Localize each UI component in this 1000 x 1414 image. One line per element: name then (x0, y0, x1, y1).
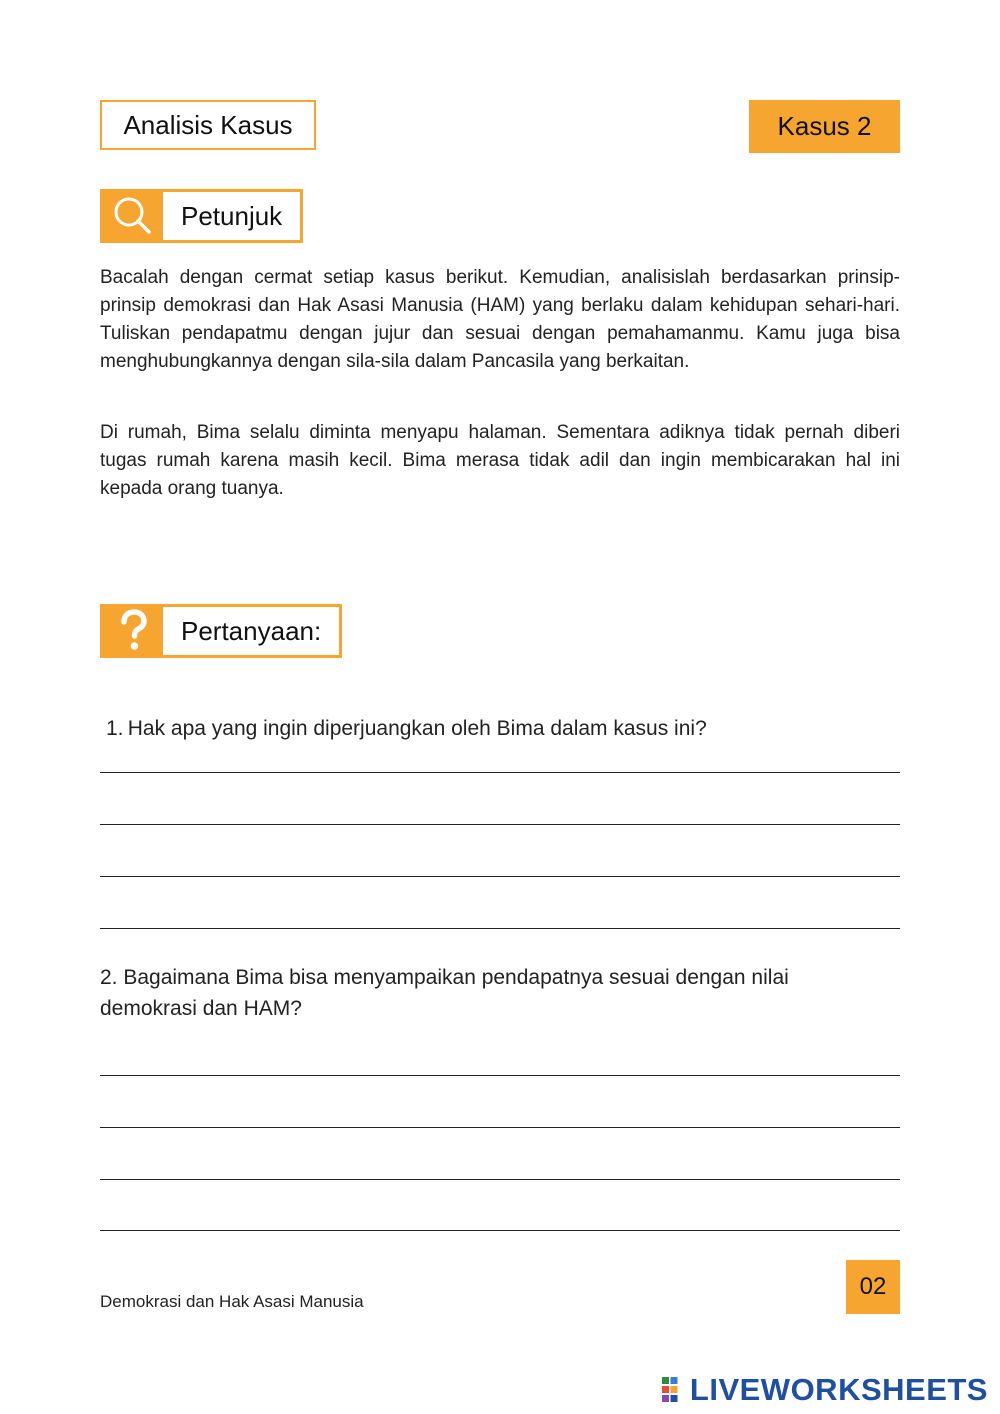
page-number: 02 (846, 1260, 900, 1314)
question-2: 2. Bagaimana Bima bisa menyampaikan pendapatnya sesuai dengan nilai demokrasi dan HAM? (100, 966, 789, 1020)
case-label: Kasus 2 (749, 100, 900, 153)
worksheet-title: Analisis Kasus (100, 100, 316, 150)
instructions-heading (100, 189, 303, 243)
question-1: 1. Hak apa yang ingin diperjuangkan oleh Bima dalam kasus ini? (106, 717, 707, 740)
liveworksheets-logo (662, 1372, 988, 1408)
answer-line-2-1[interactable] (100, 1075, 900, 1076)
liveworksheets-logo-icon (662, 1377, 686, 1403)
question-mark-icon (103, 607, 163, 655)
answer-line-2-3[interactable] (100, 1179, 900, 1180)
answer-line-2-2[interactable] (100, 1127, 900, 1128)
answer-line-1-2[interactable] (100, 824, 900, 825)
instructions-paragraph: Bacalah dengan cermat setiap kasus berikut. Kemudian, analisislah berdasarkan prinsip-prinsip demokrasi dan Hak Asasi Manusia (HAM) yang berlaku dalam kehidupan sehari-hari. Tuliskan pendapatmu dengan jujur dan sesuai dengan pemahamanmu. Kamu juga bisa menghubungkannya dengan sila-sila dalam Pancasila yang berkaitan. (100, 267, 900, 372)
answer-line-1-4[interactable] (100, 928, 900, 929)
liveworksheets-logo-text: LIVEWORKSHEETS (689, 1372, 988, 1407)
case-description: Di rumah, Bima selalu diminta menyapu halaman. Sementara adiknya tidak pernah diberi tugas rumah karena masih kecil. Bima merasa tidak adil dan ingin membicarakan hal ini kepada orang tuanya. (100, 422, 900, 499)
instructions-heading-label: Petunjuk (163, 192, 300, 240)
answer-line-1-3[interactable] (100, 876, 900, 877)
footer-subject: Demokrasi dan Hak Asasi Manusia (100, 1292, 364, 1311)
answer-line-2-4[interactable] (100, 1230, 900, 1231)
answer-line-1-1[interactable] (100, 772, 900, 773)
questions-heading (100, 604, 342, 658)
magnifier-icon (103, 192, 163, 240)
questions-heading-label: Pertanyaan: (163, 607, 339, 655)
